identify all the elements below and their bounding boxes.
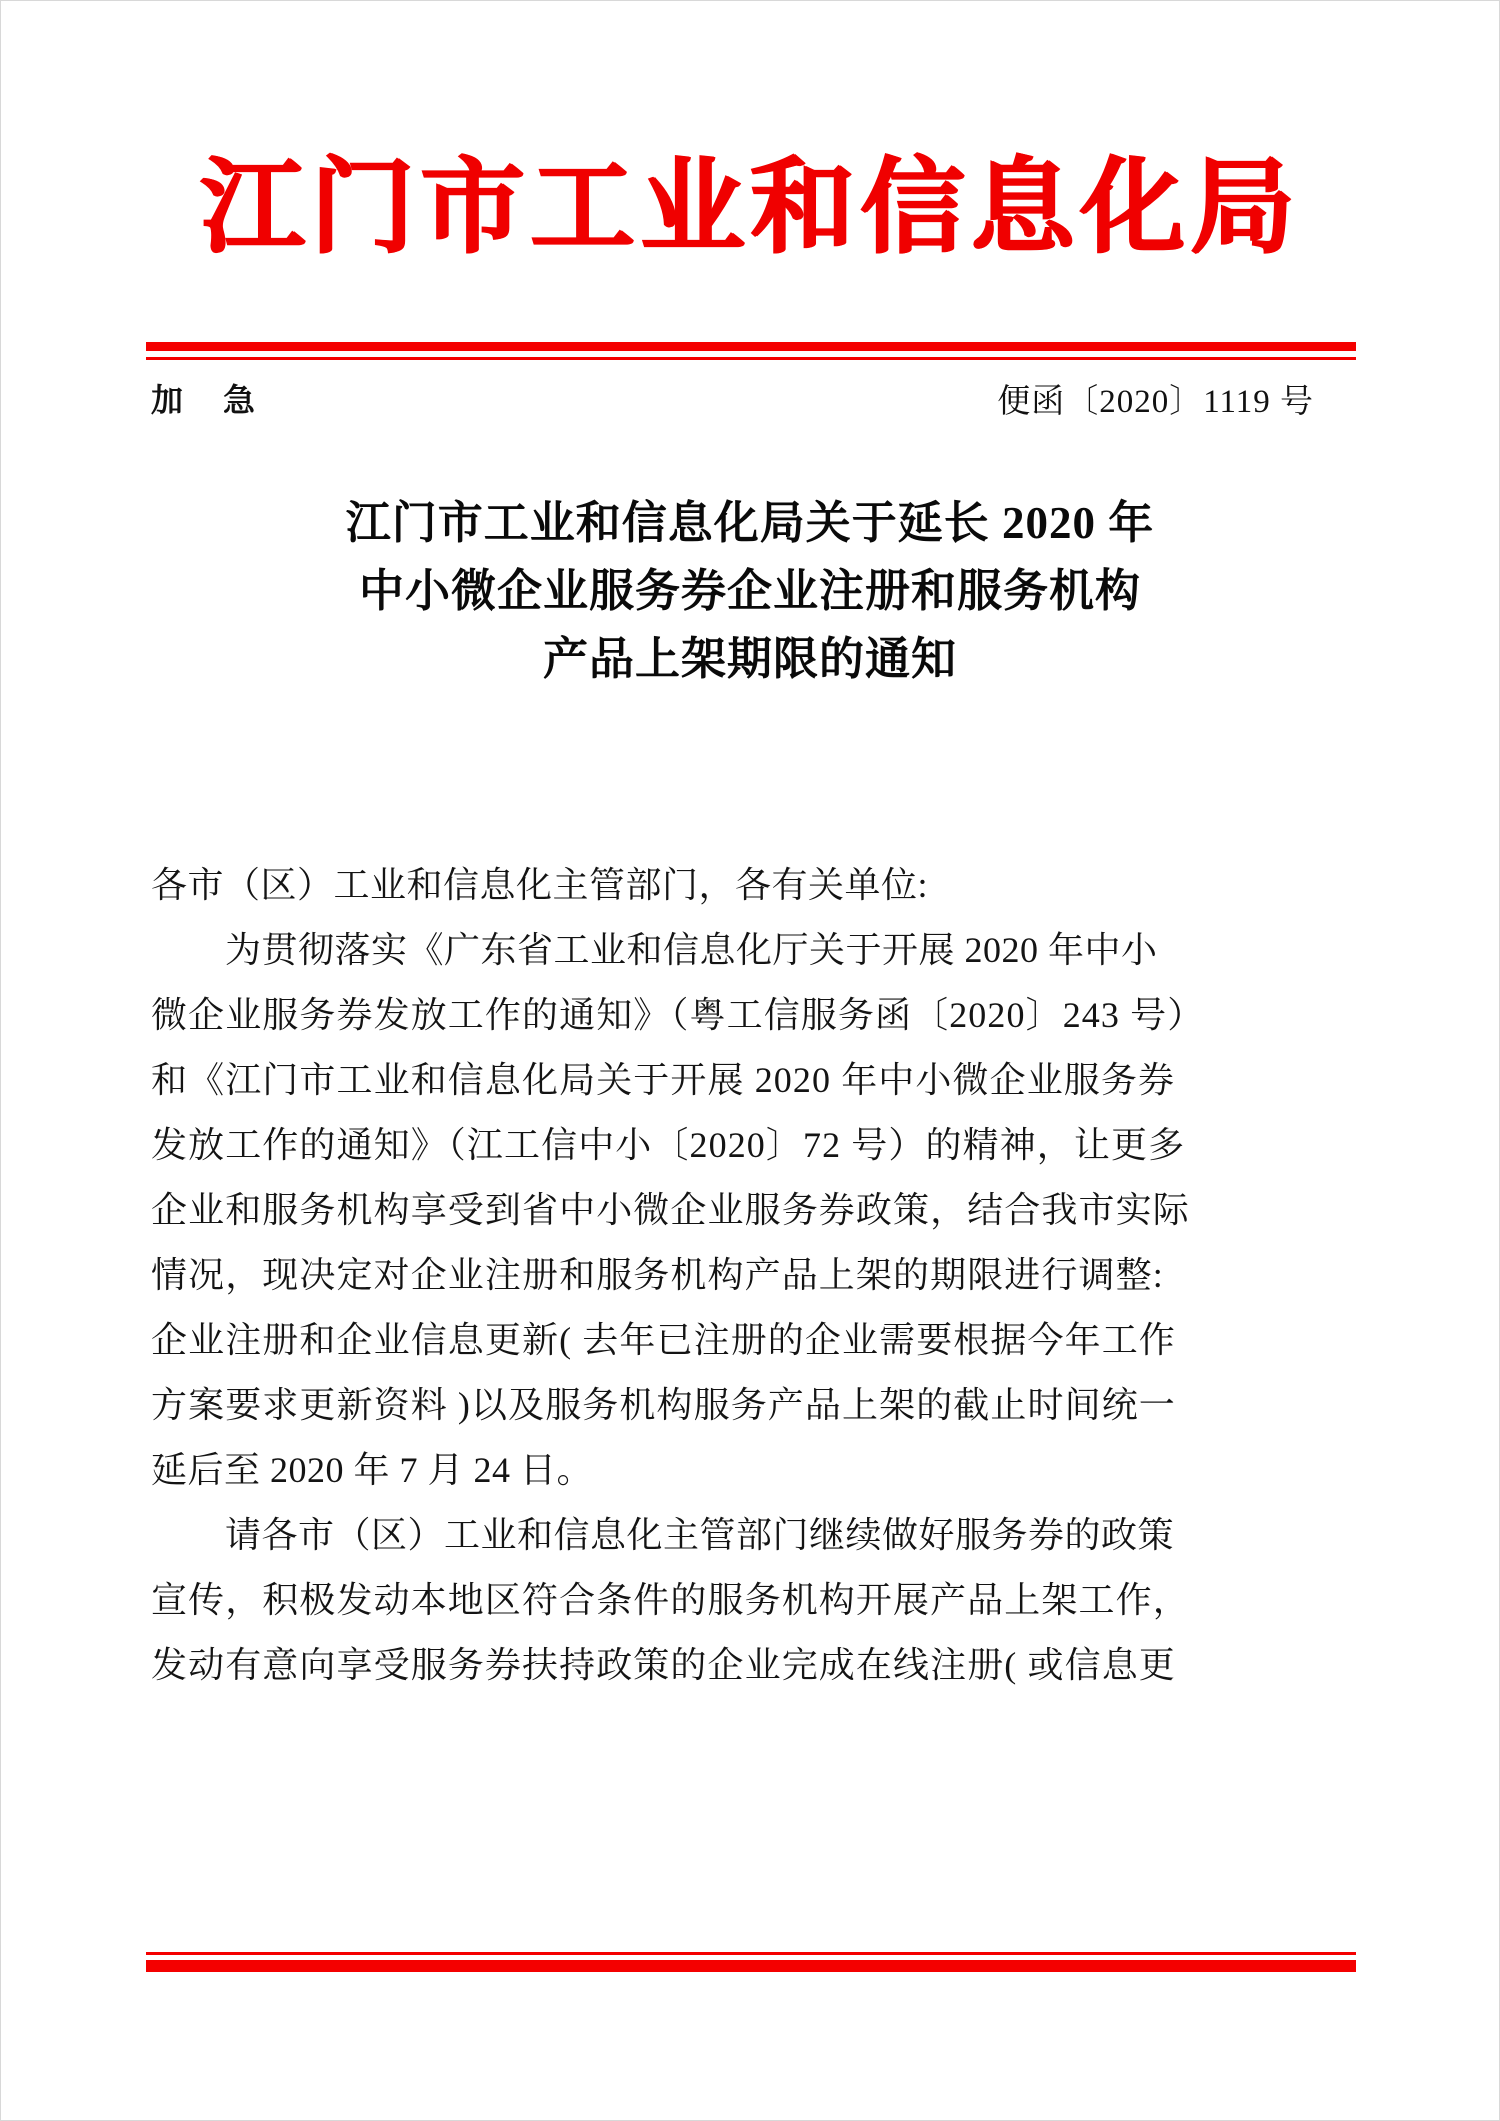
footer-red-rule (146, 1952, 1356, 1972)
body-line: 方案要求更新资料 )以及服务机构服务产品上架的截止时间统一 (151, 1385, 1176, 1425)
document-title (181, 489, 1319, 693)
title-line: 江门市工业和信息化局关于延长 2020 年 (345, 498, 1155, 548)
body-line: 发放工作的通知》（江工信中小〔2020〕72 号）的精神，让更多 (151, 1125, 1186, 1165)
document-number: 便函〔2020〕1119 号 (997, 383, 1314, 420)
document-meta-row (151, 373, 1349, 423)
body-line: 企业和服务机构享受到省中小微企业服务券政策，结合我市实际 (151, 1190, 1190, 1230)
document-body (151, 853, 1356, 1698)
body-line: 发动有意向享受服务券扶持政策的企业完成在线注册( 或信息更 (151, 1645, 1176, 1685)
issuing-agency-title: 江门市工业和信息化局 (199, 151, 1300, 266)
body-line: 宣传，积极发动本地区符合条件的服务机构开展产品上架工作， (151, 1580, 1190, 1620)
rule-thin-line (146, 357, 1356, 360)
body-line: 微企业服务券发放工作的通知》（粤工信服务函〔2020〕243 号） (151, 995, 1205, 1035)
body-line: 情况，现决定对企业注册和服务机构产品上架的期限进行调整: (151, 1255, 1164, 1295)
title-line: 中小微企业服务券企业注册和服务机构 (358, 566, 1141, 616)
urgency-label: 加 急 (151, 382, 272, 418)
body-line: 请各市（区）工业和信息化主管部门继续做好服务券的政策 (225, 1515, 1175, 1555)
title-line: 产品上架期限的通知 (542, 634, 957, 684)
body-line: 为贯彻落实《广东省工业和信息化厅关于开展 2020 年中小 (225, 930, 1158, 970)
body-line: 和《江门市工业和信息化局关于开展 2020 年中小微企业服务券 (151, 1060, 1176, 1100)
masthead-red-rule (146, 342, 1356, 360)
rule-thick-line (146, 342, 1356, 351)
masthead (1, 151, 1499, 267)
body-salutation: 各市（区）工业和信息化主管部门，各有关单位: (151, 865, 929, 905)
body-deadline-line: 延后至 2020 年 7 月 24 日。 (151, 1450, 594, 1490)
rule-thick-line (146, 1960, 1356, 1972)
body-line: 企业注册和企业信息更新( 去年已注册的企业需要根据今年工作 (151, 1320, 1176, 1360)
